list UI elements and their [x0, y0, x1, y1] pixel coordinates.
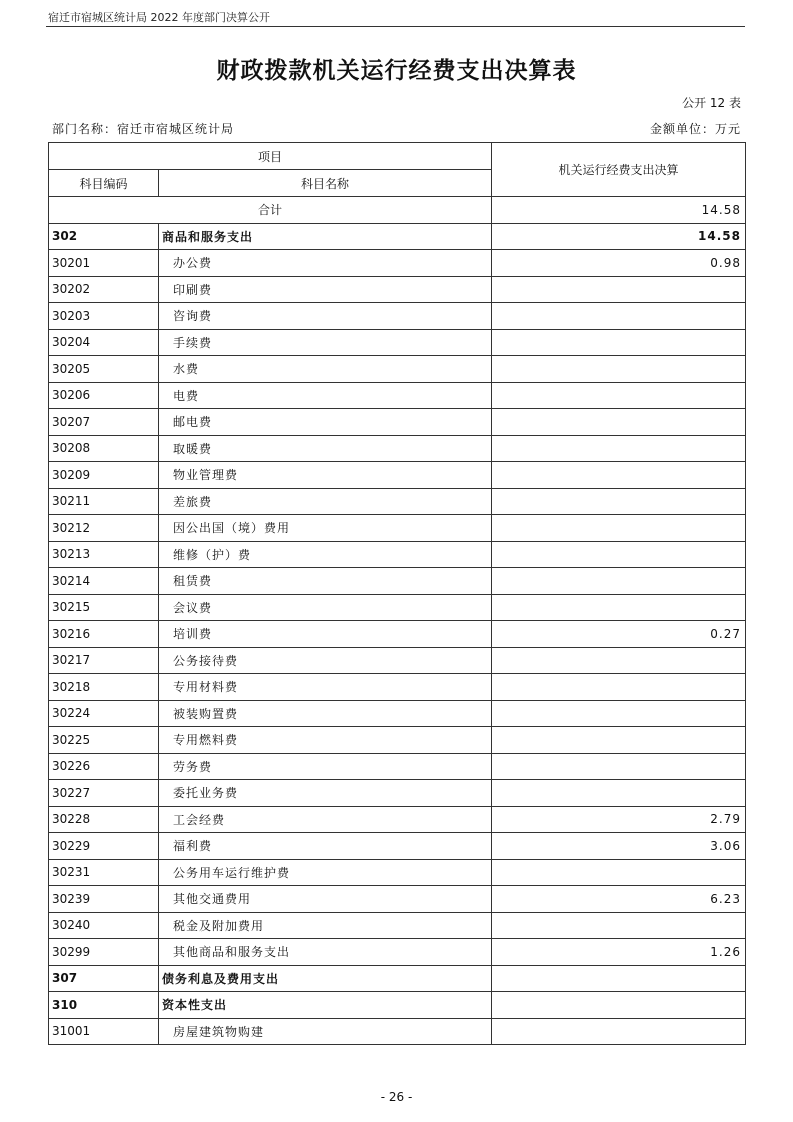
amount-cell [492, 568, 746, 595]
department-name: 部门名称：宿迁市宿城区统计局 [52, 122, 235, 136]
amount-unit: 金额单位：万元 [649, 122, 741, 136]
code-cell: 30206 [49, 382, 159, 409]
code-cell: 30226 [49, 753, 159, 780]
amount-cell [492, 753, 746, 780]
amount-cell [492, 329, 746, 356]
amount-cell [492, 859, 746, 886]
name-cell: 会议费 [159, 594, 492, 621]
table-number: 公开 12 表 [682, 96, 741, 110]
name-cell: 专用材料费 [159, 674, 492, 701]
table-row [49, 356, 746, 383]
amount-cell: 1.26 [492, 939, 746, 966]
amount-cell [492, 409, 746, 436]
table-row [49, 409, 746, 436]
name-cell: 资本性支出 [159, 992, 492, 1019]
name-cell: 取暖费 [159, 435, 492, 462]
header-code: 科目编码 [49, 170, 159, 197]
amount-cell [492, 674, 746, 701]
code-cell: 30239 [49, 886, 159, 913]
total-value: 14.58 [492, 197, 746, 224]
code-cell: 30209 [49, 462, 159, 489]
code-cell: 30218 [49, 674, 159, 701]
table-row [49, 1018, 746, 1045]
name-cell: 差旅费 [159, 488, 492, 515]
code-cell: 30225 [49, 727, 159, 754]
amount-cell [492, 382, 746, 409]
header-item: 项目 [49, 143, 492, 170]
table-row [49, 674, 746, 701]
code-cell: 30231 [49, 859, 159, 886]
table-row [49, 382, 746, 409]
amount-cell: 3.06 [492, 833, 746, 860]
code-cell: 302 [49, 223, 159, 250]
amount-cell [492, 303, 746, 330]
amount-cell: 2.79 [492, 806, 746, 833]
expenditure-table [48, 142, 746, 1045]
amount-cell [492, 515, 746, 542]
name-cell: 税金及附加费用 [159, 912, 492, 939]
table-row [49, 488, 746, 515]
table-row [49, 329, 746, 356]
table-row [49, 806, 746, 833]
name-cell: 水费 [159, 356, 492, 383]
code-cell: 307 [49, 965, 159, 992]
amount-cell: 0.27 [492, 621, 746, 648]
total-label: 合计 [49, 197, 492, 224]
table-row [49, 859, 746, 886]
amount-cell [492, 1018, 746, 1045]
name-cell: 公务用车运行维护费 [159, 859, 492, 886]
name-cell: 专用燃料费 [159, 727, 492, 754]
name-cell: 咨询费 [159, 303, 492, 330]
category-row [49, 223, 746, 250]
header-amount: 机关运行经费支出决算 [492, 143, 746, 197]
name-cell: 劳务费 [159, 753, 492, 780]
code-cell: 30217 [49, 647, 159, 674]
name-cell: 房屋建筑物购建 [159, 1018, 492, 1045]
table-row [49, 435, 746, 462]
table-row [49, 939, 746, 966]
category-row [49, 992, 746, 1019]
name-cell: 被装购置费 [159, 700, 492, 727]
code-cell: 30211 [49, 488, 159, 515]
table-row [49, 621, 746, 648]
total-row [49, 197, 746, 224]
table-row [49, 912, 746, 939]
name-cell: 邮电费 [159, 409, 492, 436]
code-cell: 30203 [49, 303, 159, 330]
code-cell: 30224 [49, 700, 159, 727]
running-header: 宿迁市宿城区统计局 2022 年度部门决算公开 [48, 11, 270, 24]
category-row [49, 965, 746, 992]
name-cell: 办公费 [159, 250, 492, 277]
table-row [49, 753, 746, 780]
table-row [49, 833, 746, 860]
table-row [49, 541, 746, 568]
code-cell: 31001 [49, 1018, 159, 1045]
table-row [49, 700, 746, 727]
table-row [49, 886, 746, 913]
name-cell: 培训费 [159, 621, 492, 648]
table-row [49, 568, 746, 595]
table-row [49, 250, 746, 277]
amount-cell [492, 356, 746, 383]
code-cell: 30208 [49, 435, 159, 462]
amount-cell [492, 488, 746, 515]
amount-cell: 0.98 [492, 250, 746, 277]
code-cell: 30207 [49, 409, 159, 436]
name-cell: 因公出国（境）费用 [159, 515, 492, 542]
code-cell: 30214 [49, 568, 159, 595]
table-row [49, 462, 746, 489]
code-cell: 30205 [49, 356, 159, 383]
name-cell: 其他商品和服务支出 [159, 939, 492, 966]
name-cell: 委托业务费 [159, 780, 492, 807]
amount-cell [492, 276, 746, 303]
code-cell: 310 [49, 992, 159, 1019]
header-name: 科目名称 [159, 170, 492, 197]
name-cell: 公务接待费 [159, 647, 492, 674]
code-cell: 30201 [49, 250, 159, 277]
code-cell: 30216 [49, 621, 159, 648]
name-cell: 其他交通费用 [159, 886, 492, 913]
name-cell: 商品和服务支出 [159, 223, 492, 250]
amount-cell [492, 727, 746, 754]
name-cell: 电费 [159, 382, 492, 409]
amount-cell [492, 541, 746, 568]
header-rule [46, 26, 745, 27]
table-row [49, 594, 746, 621]
name-cell: 手续费 [159, 329, 492, 356]
amount-cell: 6.23 [492, 886, 746, 913]
code-cell: 30299 [49, 939, 159, 966]
amount-cell [492, 912, 746, 939]
table-row [49, 727, 746, 754]
page-number: - 26 - [380, 1090, 413, 1104]
amount-cell [492, 435, 746, 462]
amount-cell [492, 965, 746, 992]
name-cell: 债务利息及费用支出 [159, 965, 492, 992]
table-row [49, 303, 746, 330]
table-row [49, 515, 746, 542]
name-cell: 工会经费 [159, 806, 492, 833]
page-title: 财政拨款机关运行经费支出决算表 [216, 57, 577, 84]
code-cell: 30213 [49, 541, 159, 568]
code-cell: 30215 [49, 594, 159, 621]
amount-cell [492, 647, 746, 674]
name-cell: 物业管理费 [159, 462, 492, 489]
amount-cell [492, 992, 746, 1019]
code-cell: 30202 [49, 276, 159, 303]
name-cell: 福利费 [159, 833, 492, 860]
name-cell: 印刷费 [159, 276, 492, 303]
code-cell: 30240 [49, 912, 159, 939]
code-cell: 30204 [49, 329, 159, 356]
table-row [49, 780, 746, 807]
table-row [49, 276, 746, 303]
header-row [49, 143, 746, 170]
code-cell: 30227 [49, 780, 159, 807]
code-cell: 30229 [49, 833, 159, 860]
amount-cell [492, 462, 746, 489]
name-cell: 维修（护）费 [159, 541, 492, 568]
amount-cell: 14.58 [492, 223, 746, 250]
amount-cell [492, 700, 746, 727]
amount-cell [492, 594, 746, 621]
code-cell: 30228 [49, 806, 159, 833]
name-cell: 租赁费 [159, 568, 492, 595]
amount-cell [492, 780, 746, 807]
table-row [49, 647, 746, 674]
code-cell: 30212 [49, 515, 159, 542]
